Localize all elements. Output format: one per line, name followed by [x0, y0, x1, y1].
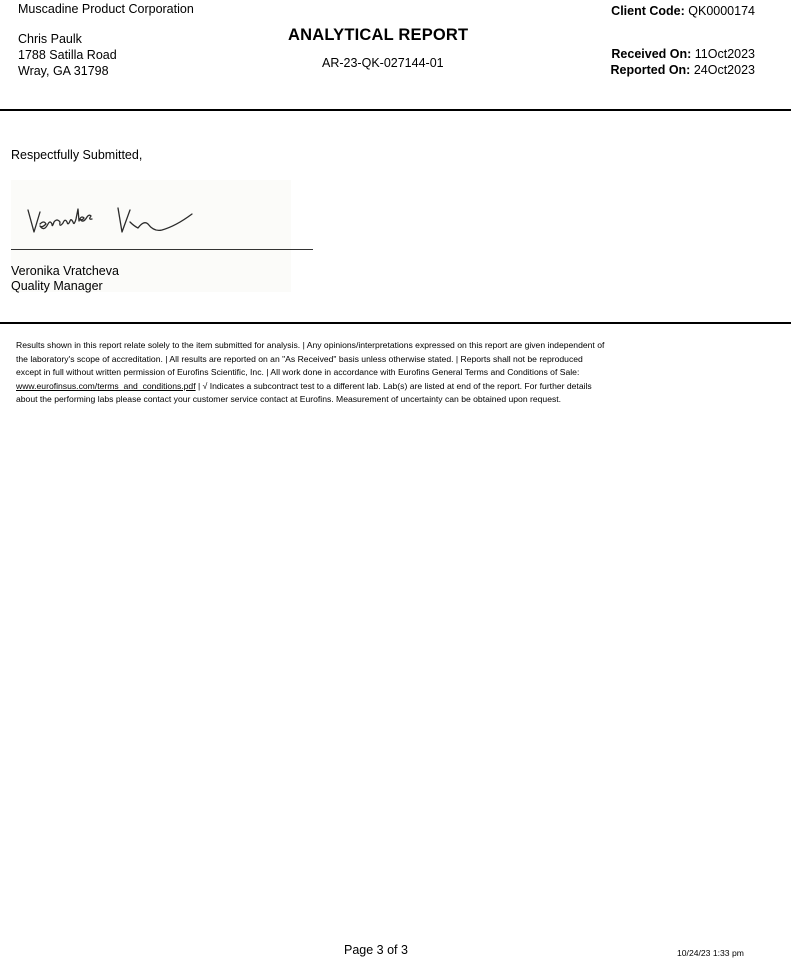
received-on-label: Received On:	[611, 47, 692, 61]
signature-line	[11, 249, 313, 250]
section-divider	[0, 322, 791, 324]
header-divider	[0, 109, 791, 111]
reported-on-label: Reported On:	[610, 63, 691, 77]
signature-image	[22, 198, 202, 246]
disclaimer-line-rest: | √ Indicates a subcontract test to a different lab. Lab(s) are listed at end of the report. For further details	[195, 380, 592, 391]
disclaimer-line	[16, 380, 746, 394]
terms-link[interactable]: www.eurofinsus.com/terms_and_conditions.pdf	[16, 380, 196, 391]
disclaimer-line: the laboratory's scope of accreditation. | All results are reported on an "As Received" basis unless otherwise stated. | Reports shall not be reproduced	[16, 353, 583, 364]
signer-title: Quality Manager	[11, 279, 103, 293]
reported-on-value: 24Oct2023	[693, 63, 755, 77]
signer-name: Veronika Vratcheva	[11, 264, 119, 278]
disclaimer	[16, 339, 746, 407]
reported-on	[610, 63, 755, 77]
report-number: AR-23-QK-027144-01	[322, 56, 444, 70]
disclaimer-line: Results shown in this report relate solely to the item submitted for analysis. | Any opinions/interpretations expressed on this report are given independent of	[16, 340, 605, 350]
print-timestamp: 10/24/23 1:33 pm	[677, 948, 744, 958]
address-line-2: Wray, GA 31798	[18, 64, 109, 78]
disclaimer-line: about the performing labs please contact your customer service contact at Eurofins. Measurement of uncertainty can be obtained upon request.	[16, 394, 562, 405]
received-on	[611, 47, 755, 61]
closing-text: Respectfully Submitted,	[11, 148, 143, 162]
report-title: ANALYTICAL REPORT	[288, 26, 469, 44]
received-on-value: 11Oct2023	[694, 47, 755, 61]
address-line-1: 1788 Satilla Road	[18, 48, 117, 62]
page-number: Page 3 of 3	[344, 943, 408, 957]
disclaimer-line: except in full without written permission of Eurofins Scientific, Inc. | All work done in accordance with Eurofins General Terms and Conditions of Sale:	[16, 367, 580, 378]
client-code	[611, 4, 755, 18]
client-code-label: Client Code:	[611, 4, 685, 18]
client-code-value: QK0000174	[688, 4, 755, 18]
contact-name: Chris Paulk	[18, 32, 82, 46]
company-name: Muscadine Product Corporation	[18, 2, 194, 16]
